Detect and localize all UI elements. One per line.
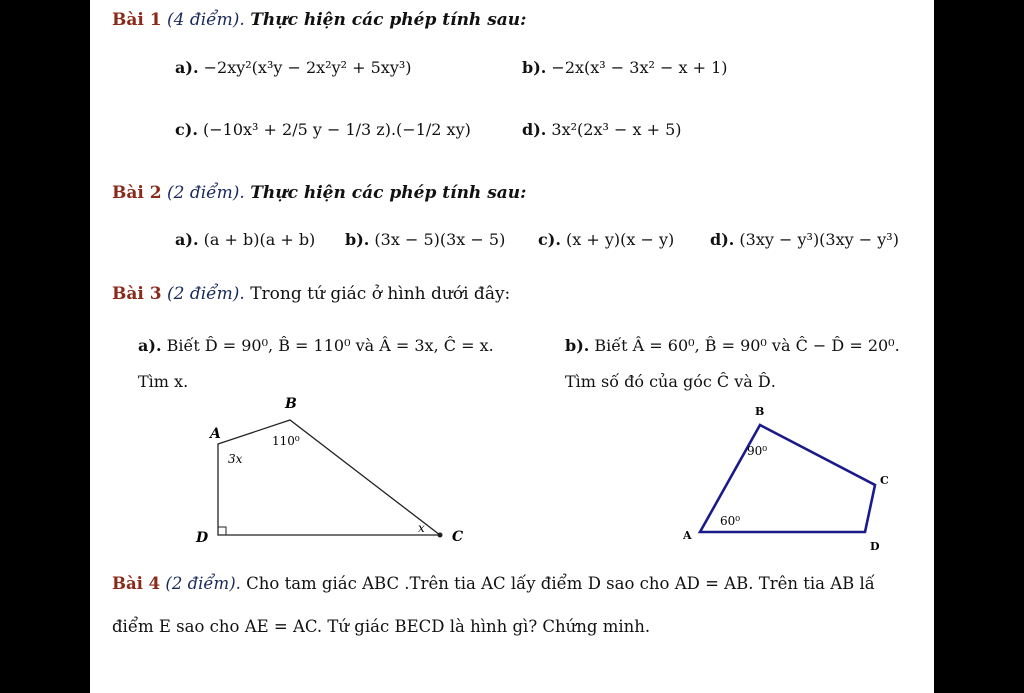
expression: (3x − 5)(3x − 5) (374, 230, 506, 249)
bai3-number: Bài 3 (112, 284, 162, 304)
expression: (3xy − y³)(3xy − y³) (739, 230, 899, 249)
bai1-number: Bài 1 (112, 10, 162, 30)
bai4-number: Bài 4 (112, 574, 161, 593)
vertex-b-label: B (285, 396, 297, 412)
angle-b-label: 90⁰ (747, 444, 768, 458)
bai2-text: Thực hiện các phép tính sau: (250, 183, 527, 203)
bai2-heading (112, 183, 526, 203)
expression: −2xy²(x³y − 2x²y² + 5xy³) (203, 58, 412, 77)
bai1-points: (4 điểm). (167, 10, 245, 30)
bai2-item-d (710, 230, 899, 249)
bai4-points: (2 điểm). (165, 574, 241, 593)
figure-quadrilateral-2 (675, 400, 900, 550)
bai4-line-1 (112, 574, 875, 593)
vertex-a-label: A (683, 529, 692, 542)
bai2-item-b (345, 230, 505, 249)
bai2-item-c (538, 230, 674, 249)
bai3-part-a-find: Tìm x. (138, 372, 189, 391)
vertex-d-label: D (870, 540, 880, 550)
item-label: a). (175, 230, 199, 249)
angle-c-label: x (418, 521, 425, 535)
expression: −2x(x³ − 3x² − x + 1) (551, 58, 728, 77)
bai2-number: Bài 2 (112, 183, 162, 203)
bai4-text-1: Cho tam giác ABC .Trên tia AC lấy điểm D sao cho AD = AB. Trên tia AB lấ (246, 574, 875, 593)
angle-a-label: 3x (228, 452, 243, 466)
item-label: b). (345, 230, 370, 249)
expression: (−10x³ + 2/5 y − 1/3 z).(−1/2 xy) (202, 120, 471, 139)
item-label: c). (175, 120, 198, 139)
expression: 3x²(2x³ − x + 5) (551, 120, 682, 139)
vertex-d-label: D (196, 530, 209, 546)
item-label: b). (565, 336, 590, 355)
vertex-a-label: A (210, 426, 221, 442)
bai1-text: Thực hiện các phép tính sau: (250, 10, 527, 30)
worksheet-page (90, 0, 934, 693)
bai3-part-b (565, 336, 900, 355)
bai4-line-2: điểm E sao cho AE = AC. Tứ giác BECD là hình gì? Chứng minh. (112, 617, 651, 636)
item-label: c). (538, 230, 561, 249)
vertex-c-label: C (880, 474, 889, 487)
bai3-part-a (138, 336, 494, 355)
angle-b-label: 110⁰ (272, 434, 300, 448)
right-angle-mark (218, 527, 226, 535)
item-label: d). (710, 230, 735, 249)
expression: (a + b)(a + b) (203, 230, 316, 249)
bai1-item-b (522, 58, 728, 77)
item-label: b). (522, 58, 547, 77)
bai2-item-a (175, 230, 315, 249)
quadrilateral-abcd (218, 420, 440, 535)
expression: (x + y)(x − y) (565, 230, 675, 249)
item-label: a). (175, 58, 199, 77)
vertex-c-label: C (452, 529, 464, 545)
point-c (438, 533, 443, 538)
bai1-item-c (175, 120, 471, 139)
bai3-part-b-find: Tìm số đó của góc Ĉ và D̂. (565, 372, 776, 391)
item-label: a). (138, 336, 162, 355)
bai3-points: (2 điểm). (167, 284, 245, 304)
bai1-heading (112, 10, 526, 30)
bai3-text: Trong tứ giác ở hình dưới đây: (250, 284, 511, 304)
bai2-points: (2 điểm). (167, 183, 245, 203)
bai3-heading (112, 284, 510, 304)
bai1-item-d (522, 120, 682, 139)
bai1-item-a (175, 58, 412, 77)
vertex-b-label: B (755, 405, 765, 418)
part-a-text: Biết D̂ = 90⁰, B̂ = 110⁰ và Â = 3x, Ĉ = x. (166, 336, 494, 355)
angle-a-label: 60⁰ (720, 514, 741, 528)
figure-quadrilateral-1 (190, 390, 480, 555)
part-b-text: Biết Â = 60⁰, B̂ = 90⁰ và Ĉ − D̂ = 20⁰. (594, 336, 900, 355)
item-label: d). (522, 120, 547, 139)
